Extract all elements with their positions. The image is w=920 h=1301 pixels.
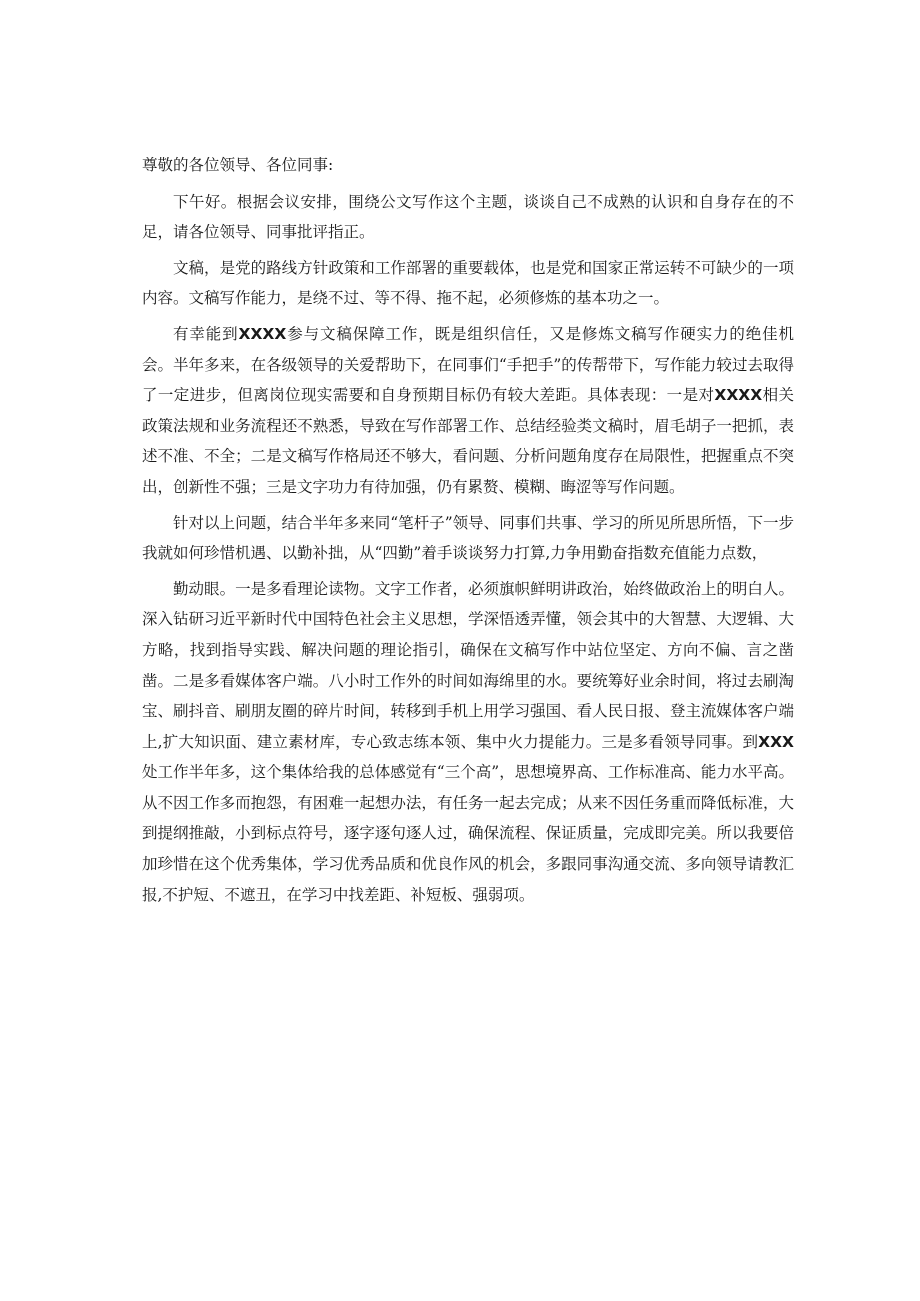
paragraph-text: 处工作半年多，这个集体给我的总体感觉有“三个高”，思想境界高、工作标准高、能力水平高。从不因工作多而抱怨，有困难一起想办法，有任务一起去完成；从来不因任务重而降低标准，大到提纲推敲，小到标点符号，逐字逐句逐人过，确保流程、保证质量，完成即完美。所以我要倍加珍惜在这个优秀集体，学习优秀品质和优良作风的机会，多跟同事沟通交流、多向领导请教汇报,不护短、不遮丑，在学习中找差距、补短板、强弱项。 xyxy=(142,763,794,904)
placeholder-dept-name: XXX xyxy=(758,732,794,751)
paragraph-text: 勤动眼。一是多看理论读物。文字工作者，必须旗帜鲜明讲政治，始终做政治上的明白人。深入钻研习近平新时代中国特色社会主义思想，学深悟透弄懂，领会其中的大智慧、大逻辑、大方略，找到指导实践、解决问题的理论指引，确保在文稿写作中站位坚定、方向不偏、言之凿凿。二是多看媒体客户端。八小时工作外的时间如海绵里的水。要统筹好业余时间，将过去刷淘宝、刷抖音、刷朋友圈的碎片时间，转移到手机上用学习强国、看人民日报、登主流媒体客户端上,扩大知识面、建立素材库，专心致志练本领、集中火力提能力。三是多看领导同事。到 xyxy=(142,579,794,751)
document-body xyxy=(142,150,794,915)
paragraph-text: 有幸能到 xyxy=(173,324,239,343)
placeholder-org-name: XXXX xyxy=(238,324,287,343)
paragraph-text: 文稿，是党的路线方针政策和工作部署的重要载体，也是党和国家正常运转不可缺少的一项内容。文稿写作能力，是绕不过、等不得、拖不起，必须修炼的基本功之一。 xyxy=(142,258,794,308)
placeholder-org-name: XXXX xyxy=(714,386,763,405)
paragraph-plan-intro xyxy=(142,508,794,569)
paragraph-text: 下午好。根据会议安排，围绕公文写作这个主题，谈谈自己不成熟的认识和自身存在的不足，请各位领导、同事批评指正。 xyxy=(142,192,794,242)
paragraph-text: 相关政策法规和业务流程还不熟悉，导致在写作部署工作、总结经验类文稿时，眉毛胡子一把抓，表述不准、不全；二是文稿写作格局还不够大，看问题、分析问题角度存在局限性，把握重点不突出，创新性不强；三是文字功力有待加强，仍有累赘、模糊、晦涩等写作问题。 xyxy=(142,386,794,496)
paragraph-text: 参与文稿保障工作，既是组织信任，又是修炼文稿写作硬实力的绝佳机会。半年多来，在各级领导的关爱帮助下，在同事们“手把手”的传帮带下，写作能力较过去取得了一定进步，但离岗位现实需要和自身预期目标仍有较大差距。具体表现：一是对 xyxy=(142,324,794,405)
paragraph-self-assessment xyxy=(142,319,794,503)
paragraph-greeting xyxy=(142,187,794,248)
paragraph-text: 针对以上问题，结合半年多来同“笔杆子”领导、同事们共事、学习的所见所思所悟，下一步我就如何珍惜机遇、以勤补拙，从“四勤”着手谈谈努力打算,力争用勤奋指数充值能力点数， xyxy=(142,513,794,563)
salutation: 尊敬的各位领导、各位同事: xyxy=(142,156,334,174)
paragraph-importance xyxy=(142,253,794,314)
paragraph-diligent-eyes xyxy=(142,574,794,911)
